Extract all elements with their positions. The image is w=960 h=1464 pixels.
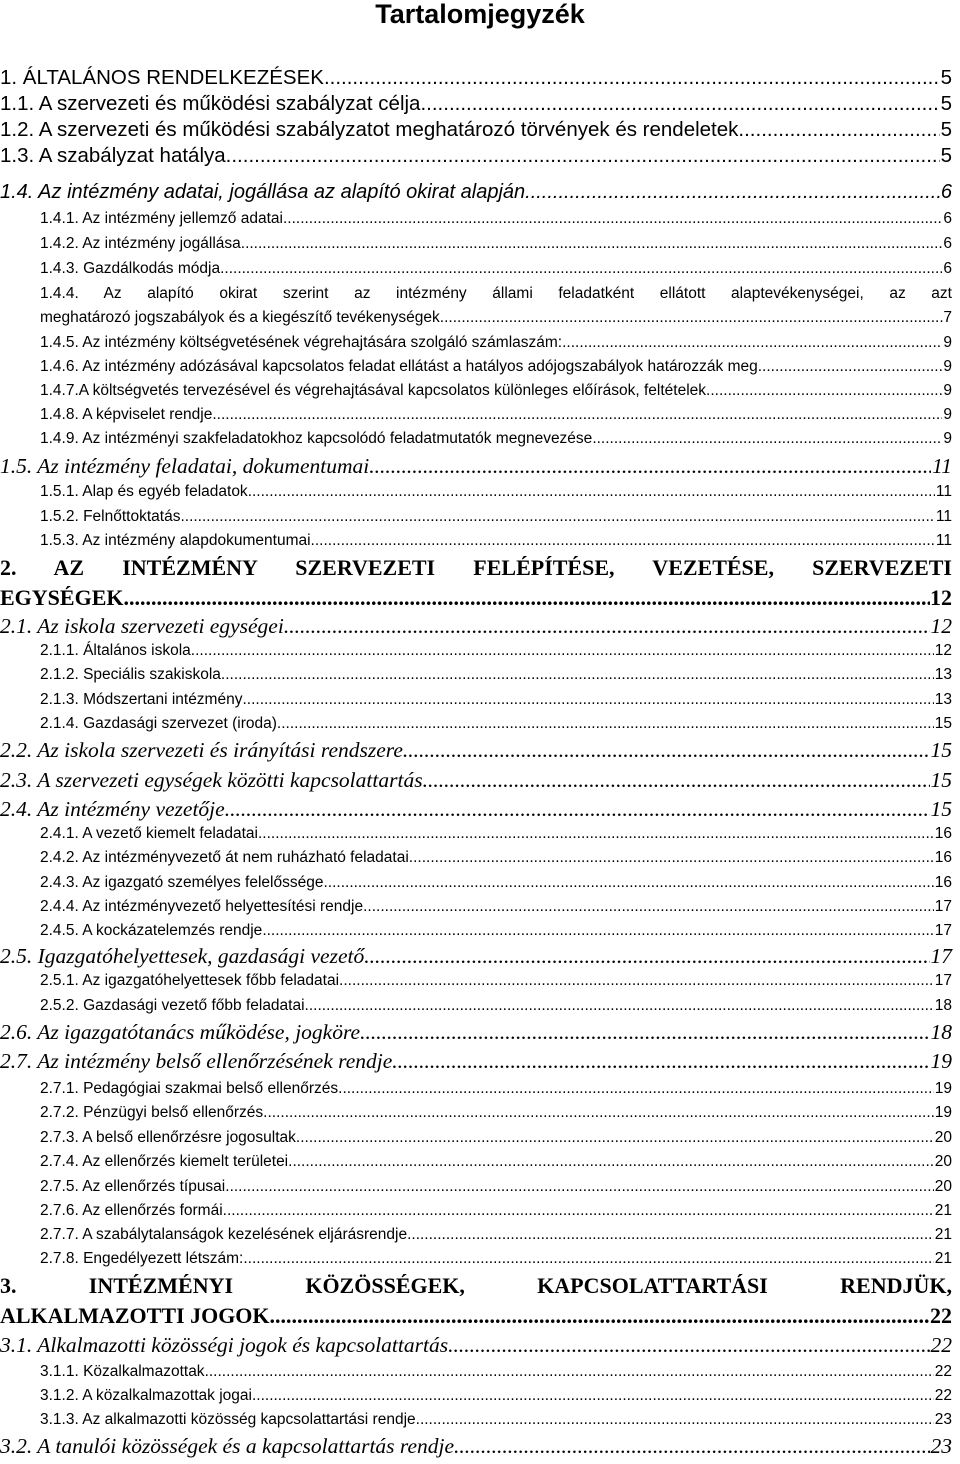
- toc-entry[interactable]: [40, 824, 952, 843]
- toc-page-number: 17: [934, 898, 952, 915]
- toc-page-number: 19: [934, 1104, 952, 1121]
- dot-leader: [283, 209, 942, 228]
- toc-page-number: 22: [930, 1333, 952, 1357]
- dot-leader: [191, 641, 934, 660]
- toc-page-number: 18: [934, 997, 952, 1014]
- toc-entry-text: 3. INTÉZMÉNYI KÖZÖSSÉGEK, KAPCSOLATTARTÁSI RENDJÜK,: [0, 1273, 952, 1298]
- dot-leader: [225, 1177, 933, 1196]
- toc-entry[interactable]: [40, 848, 952, 867]
- toc-page-number: 11: [935, 483, 952, 500]
- toc-entry-text: 1.4.7.A költségvetés tervezésével és végrehajtásával kapcsolatos különleges előírások, feltételek: [40, 382, 707, 399]
- toc-entry-text: 2.4.3. Az igazgató személyes felelőssége: [40, 874, 324, 891]
- dot-leader: [360, 1020, 929, 1044]
- dot-leader: [364, 944, 929, 968]
- toc-entry[interactable]: [40, 1103, 952, 1122]
- toc-entry-text: 2.1. Az iskola szervezeti egységei: [0, 614, 284, 638]
- toc-entry[interactable]: [40, 357, 952, 376]
- toc-page-number: 9: [943, 430, 952, 447]
- toc-entry-text: 1.4.4. Az alapító okirat szerint az intézmény állami feladatként ellátott alaptevékenységei, az azt: [40, 285, 952, 302]
- toc-page-number: 13: [934, 666, 952, 683]
- toc-entry[interactable]: [40, 531, 952, 550]
- toc-entry[interactable]: [40, 1079, 952, 1098]
- toc-entry-text: 2. AZ INTÉZMÉNY SZERVEZETI FELÉPÍTÉSE, VEZETÉSE, SZERVEZETI: [0, 555, 952, 580]
- dot-leader: [296, 1128, 934, 1147]
- toc-entry-text: 3.1.2. A közalkalmazottak jogai: [40, 1387, 252, 1404]
- toc-page-number: 6: [943, 235, 952, 252]
- toc-page-number: 16: [934, 825, 952, 842]
- dot-leader: [248, 482, 935, 501]
- toc-entry[interactable]: [40, 1386, 952, 1405]
- toc-entry-text: 2.5. Igazgatóhelyettesek, gazdasági vezető: [0, 944, 365, 968]
- dot-leader: [205, 1362, 934, 1381]
- toc-page-number: 9: [943, 406, 952, 423]
- toc-page-number: 6: [943, 210, 952, 227]
- toc-entry-text: 2.7.8. Engedélyezett létszám:: [40, 1250, 244, 1267]
- dot-leader: [738, 118, 939, 142]
- toc-page-number: 21: [934, 1250, 952, 1267]
- toc-entry-text: 1.5.1. Alap és egyéb feladatok: [40, 483, 248, 500]
- toc-entry[interactable]: [40, 971, 952, 990]
- toc-entry[interactable]: [0, 944, 952, 968]
- toc-entry[interactable]: [0, 1333, 952, 1357]
- toc-page-number: 18: [930, 1020, 952, 1044]
- toc-entry[interactable]: [40, 921, 952, 940]
- toc-entry-text: 2.3. A szervezeti egységek közötti kapcsolattartás: [0, 768, 423, 792]
- toc-entry[interactable]: [40, 1225, 952, 1244]
- toc-entry-text: 2.7.1. Pedagógiai szakmai belső ellenőrzés: [40, 1080, 339, 1097]
- toc-entry-text: 2.4.5. A kockázatelemzés rendje: [40, 922, 263, 939]
- dot-leader: [284, 614, 930, 638]
- dot-leader: [277, 714, 934, 733]
- toc-entry-text: 1.2. A szervezeti és működési szabályzatot meghatározó törvények és rendeletek: [0, 118, 739, 141]
- dot-leader: [288, 1152, 934, 1171]
- toc-page-number: 5: [940, 118, 952, 141]
- dot-leader: [221, 665, 934, 684]
- toc-entry-text: 2.4. Az intézmény vezetője: [0, 797, 225, 821]
- toc-entry-text: 3.1. Alkalmazotti közösségi jogok és kapcsolattartás: [0, 1333, 449, 1357]
- dot-leader: [324, 66, 940, 90]
- toc-page-number: 6: [940, 181, 952, 203]
- toc-page-number: 16: [934, 874, 952, 891]
- toc-entry[interactable]: [0, 118, 952, 142]
- toc-entry-text: 1.4.1. Az intézmény jellemző adatai: [40, 210, 283, 227]
- toc-page-number: 11: [932, 454, 952, 478]
- toc-entry-text: 1.4.8. A képviselet rendje: [40, 406, 213, 423]
- toc-entry[interactable]: [0, 555, 952, 611]
- dot-leader: [592, 429, 942, 448]
- toc-page-number: 15: [930, 797, 952, 821]
- dot-leader: [448, 1333, 929, 1357]
- toc-page-number: 15: [930, 768, 952, 792]
- toc-page-number: 13: [934, 691, 952, 708]
- dot-leader: [252, 1386, 934, 1405]
- toc-entry[interactable]: [40, 1362, 952, 1381]
- toc-page-number: 17: [930, 944, 952, 968]
- toc-entry[interactable]: [40, 665, 952, 684]
- toc-entry[interactable]: [40, 641, 952, 660]
- toc-entry-text: 2.7.2. Pénzügyi belső ellenőrzés: [40, 1104, 264, 1121]
- toc-entry-text-continued: ALKALMAZOTTI JOGOK: [0, 1303, 270, 1328]
- toc-entry[interactable]: [40, 284, 952, 327]
- toc-entry-text: 2.7.4. Az ellenőrzés kiemelt területei: [40, 1153, 289, 1170]
- toc-entry-text: 2.7. Az intézmény belső ellenőrzésének rendje: [0, 1049, 393, 1073]
- dot-leader: [525, 180, 940, 204]
- toc-page-number: 17: [934, 922, 952, 939]
- toc-entry[interactable]: [40, 209, 952, 228]
- toc-entry-text: 1.1. A szervezeti és működési szabályzat célja: [0, 92, 421, 115]
- toc-entry-text: 1.4.5. Az intézmény költségvetésének végrehajtására szolgáló számlaszám:: [40, 334, 563, 351]
- toc-entry-text: 2.6. Az igazgatótanács működése, jogköre: [0, 1020, 361, 1044]
- toc-entry[interactable]: [40, 873, 952, 892]
- toc-entry[interactable]: [40, 690, 952, 709]
- toc-page-number: 12: [930, 614, 952, 638]
- toc-entry-text: 2.7.7. A szabálytalanságok kezelésének eljárásrendje: [40, 1226, 408, 1243]
- dot-leader: [407, 1225, 934, 1244]
- toc-entry[interactable]: [40, 1128, 952, 1147]
- toc-entry-text-continued: meghatározó jogszabályok és a kiegészítő tevékenységek: [40, 309, 440, 326]
- toc-page-number: 16: [934, 849, 952, 866]
- toc-entry-text: 1.4.3. Gazdálkodás módja: [40, 260, 221, 277]
- toc-entry[interactable]: [0, 1434, 952, 1458]
- toc-page-number: 22: [930, 1303, 952, 1328]
- toc-page-number: 20: [934, 1129, 952, 1146]
- toc-entry[interactable]: [40, 1410, 952, 1429]
- dot-leader: [311, 531, 935, 550]
- toc-entry[interactable]: [40, 1177, 952, 1196]
- toc-entry[interactable]: [0, 738, 952, 762]
- toc-page-number: 11: [935, 532, 952, 549]
- dot-leader: [212, 405, 942, 424]
- toc-entry[interactable]: [40, 482, 952, 501]
- dot-leader: [220, 259, 942, 278]
- toc-entry[interactable]: [40, 714, 952, 733]
- toc-page-number: 22: [934, 1387, 952, 1404]
- toc-entry-text: 2.7.5. Az ellenőrzés típusai: [40, 1178, 226, 1195]
- toc-entry-text: 2.5.2. Gazdasági vezető főbb feladatai: [40, 997, 305, 1014]
- dot-leader: [223, 1201, 934, 1220]
- toc-page-number: 17: [934, 972, 952, 989]
- toc-page-number: 21: [934, 1202, 952, 1219]
- toc-page-number: 21: [934, 1226, 952, 1243]
- toc-page-number: 12: [934, 642, 952, 659]
- toc-entry[interactable]: [40, 405, 952, 424]
- dot-leader: [403, 738, 930, 762]
- dot-leader: [706, 381, 942, 400]
- dot-leader: [270, 1303, 930, 1329]
- toc-entry[interactable]: [0, 66, 952, 90]
- toc-entry[interactable]: [40, 1249, 952, 1268]
- dot-leader: [263, 1103, 934, 1122]
- dot-leader: [123, 585, 930, 611]
- toc-entry[interactable]: [40, 897, 952, 916]
- toc-entry-text: 2.1.1. Általános iskola: [40, 642, 191, 659]
- dot-leader: [369, 454, 931, 478]
- dot-leader: [363, 897, 934, 916]
- toc-page-number: 9: [943, 334, 952, 351]
- toc-entry-text: 1.5. Az intézmény feladatai, dokumentumai: [0, 454, 370, 478]
- toc-entry-text: 2.1.4. Gazdasági szervezet (iroda): [40, 715, 277, 732]
- toc-entry[interactable]: [40, 333, 952, 352]
- toc-entry[interactable]: [0, 768, 952, 792]
- toc-entry[interactable]: [0, 1273, 952, 1329]
- toc-page-number: 19: [930, 1049, 952, 1073]
- toc-title: Tartalomjegyzék: [375, 0, 585, 29]
- dot-leader: [338, 1079, 934, 1098]
- toc-entry-text-continued: EGYSÉGEK: [0, 585, 124, 610]
- dot-leader: [323, 873, 933, 892]
- toc-entry[interactable]: [40, 234, 952, 253]
- toc-page-number: 12: [930, 585, 952, 610]
- toc-entry-text: 3.1.1. Közalkalmazottak: [40, 1363, 205, 1380]
- dot-leader: [409, 848, 934, 867]
- toc-entry-text: 2.1.3. Módszertani intézmény: [40, 691, 243, 708]
- dot-leader: [241, 234, 943, 253]
- toc-page-number: 6: [943, 260, 952, 277]
- toc-entry-text: 3.2. A tanulói közösségek és a kapcsolattartás rendje: [0, 1434, 455, 1458]
- toc-entry-text: 1.4.9. Az intézményi szakfeladatokhoz kapcsolódó feladatmutatók megnevezése: [40, 430, 593, 447]
- toc-entry[interactable]: [40, 259, 952, 278]
- toc-entry-text: 2.4.1. A vezető kiemelt feladatai: [40, 825, 258, 842]
- toc-entry[interactable]: [0, 797, 952, 821]
- toc-entry[interactable]: [0, 1020, 952, 1044]
- toc-entry-text: 2.5.1. Az igazgatóhelyettesek főbb feladatai: [40, 972, 340, 989]
- toc-page-number: 9: [943, 358, 952, 375]
- toc-entry[interactable]: [0, 144, 952, 168]
- toc-entry[interactable]: [40, 1152, 952, 1171]
- dot-leader: [440, 308, 944, 327]
- toc-page-number: 22: [934, 1363, 952, 1380]
- toc-page-number: 7: [943, 309, 952, 326]
- dot-leader: [454, 1434, 929, 1458]
- dot-leader: [242, 690, 933, 709]
- toc-entry[interactable]: [40, 381, 952, 400]
- toc-entry-text: 1.3. A szabályzat hatálya: [0, 144, 226, 167]
- toc-entry[interactable]: [40, 429, 952, 448]
- toc-page-number: 9: [943, 382, 952, 399]
- toc-entry-text: 2.4.4. Az intézményvezető helyettesítési rendje: [40, 898, 364, 915]
- toc-entry[interactable]: [0, 454, 952, 478]
- toc-entry[interactable]: [40, 996, 952, 1015]
- toc-entry-text: 2.7.6. Az ellenőrzés formái: [40, 1202, 223, 1219]
- toc-page-number: 20: [934, 1178, 952, 1195]
- toc-page-number: 15: [934, 715, 952, 732]
- toc-entry-text: 3.1.3. Az alkalmazotti közösség kapcsolattartási rendje: [40, 1411, 416, 1428]
- toc-entry[interactable]: [0, 92, 952, 116]
- toc-entry-text: 1.5.3. Az intézmény alapdokumentumai: [40, 532, 311, 549]
- toc-entry-text: 2.4.2. Az intézményvezető át nem ruházható feladatai: [40, 849, 409, 866]
- toc-entry-text: 1.4. Az intézmény adatai, jogállása az alapító okirat alapján: [0, 181, 526, 203]
- toc-entry-text: 1.4.6. Az intézmény adózásával kapcsolatos feladat ellátást a hatályos adójogszabályok határozzák meg.: [40, 358, 763, 375]
- toc-entry[interactable]: [0, 1049, 952, 1073]
- toc-page-number: 11: [935, 508, 952, 525]
- dot-leader: [226, 144, 940, 168]
- toc-entry[interactable]: [0, 614, 952, 638]
- dot-leader: [392, 1049, 929, 1073]
- toc-entry-text: 2.7.3. A belső ellenőrzésre jogosultak: [40, 1129, 296, 1146]
- toc-entry-text: 2.1.2. Speciális szakiskola: [40, 666, 221, 683]
- dot-leader: [258, 824, 934, 843]
- toc-page-number: 15: [930, 738, 952, 762]
- toc-page-number: 5: [940, 144, 952, 167]
- toc-entry[interactable]: [40, 1201, 952, 1220]
- toc-entry-text: 2.2. Az iskola szervezeti és irányítási rendszere: [0, 738, 403, 762]
- dot-leader: [225, 797, 930, 821]
- toc-entry[interactable]: [0, 180, 952, 204]
- dot-leader: [420, 92, 939, 116]
- toc-entry[interactable]: [40, 507, 952, 526]
- dot-leader: [262, 921, 933, 940]
- toc-page-number: 20: [934, 1153, 952, 1170]
- dot-leader: [243, 1249, 933, 1268]
- dot-leader: [416, 1410, 934, 1429]
- toc-page-number: 23: [930, 1434, 952, 1458]
- dot-leader: [423, 768, 930, 792]
- toc-page-number: 23: [934, 1411, 952, 1428]
- toc-page-number: 5: [940, 66, 952, 89]
- dot-leader: [305, 996, 934, 1015]
- dot-leader: [339, 971, 934, 990]
- toc-entry-text: 1.5.2. Felnőttoktatás: [40, 508, 181, 525]
- toc-page-number: 19: [934, 1080, 952, 1097]
- toc-entry-text: 1.4.2. Az intézmény jogállása: [40, 235, 241, 252]
- toc-entry-text: 1. ÁLTALÁNOS RENDELKEZÉSEK: [0, 66, 324, 89]
- dot-leader: [180, 507, 934, 526]
- dot-leader: [762, 357, 942, 376]
- dot-leader: [562, 333, 942, 352]
- toc-page-number: 5: [940, 92, 952, 115]
